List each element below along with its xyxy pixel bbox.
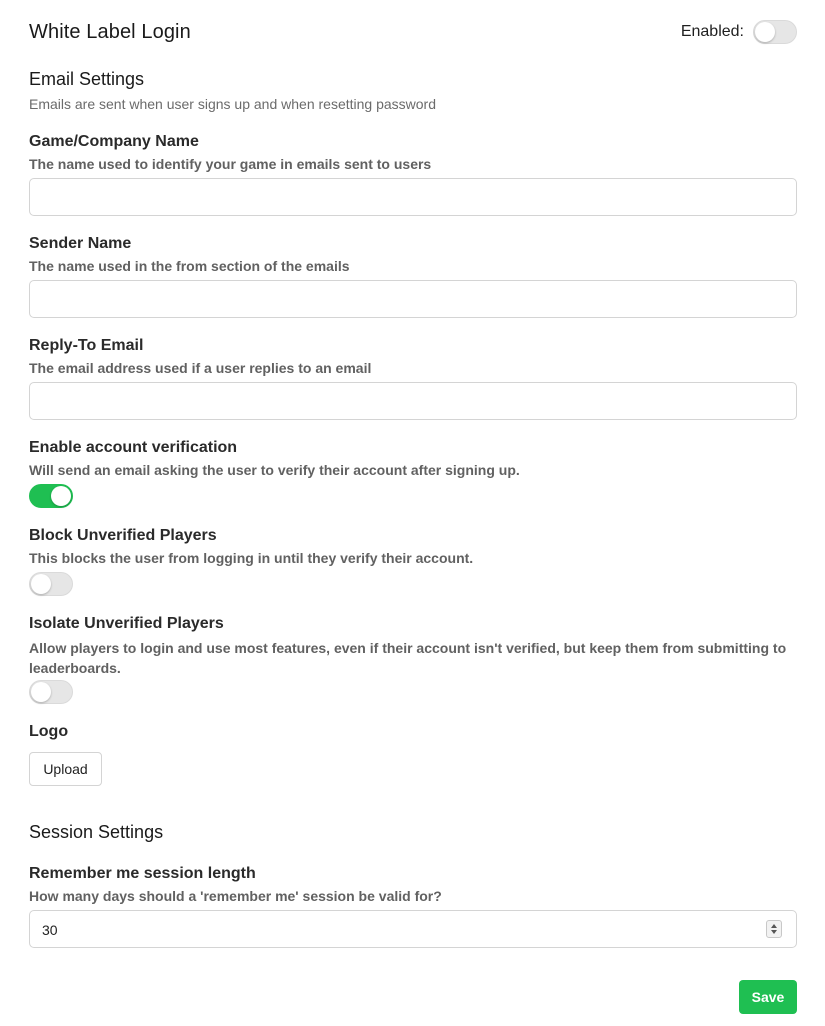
block-unverified-help: This blocks the user from logging in until they verify their account.	[29, 550, 474, 566]
reply-to-email-help: The email address used if a user replies to an email	[29, 360, 372, 376]
session-settings-title: Session Settings	[29, 822, 164, 842]
sender-name-help: The name used in the from section of the emails	[29, 258, 350, 274]
remember-me-days-value: 30	[42, 922, 58, 938]
chevron-up-icon[interactable]	[771, 924, 777, 928]
account-verification-toggle[interactable]	[29, 484, 73, 508]
chevron-down-icon[interactable]	[771, 930, 777, 934]
logo-label: Logo	[29, 723, 69, 740]
toggle-knob	[31, 574, 51, 594]
game-company-name-label: Game/Company Name	[29, 133, 199, 150]
remember-me-days-input[interactable]	[29, 910, 797, 948]
reply-to-email-input[interactable]	[29, 382, 797, 420]
sender-name-label: Sender Name	[29, 235, 132, 252]
isolate-unverified-toggle[interactable]	[29, 680, 73, 704]
block-unverified-label: Block Unverified Players	[29, 527, 217, 544]
enabled-control	[681, 20, 797, 44]
enabled-label: Enabled:	[680, 23, 744, 40]
reply-to-email-label: Reply-To Email	[29, 337, 144, 354]
toggle-knob	[31, 682, 51, 702]
toggle-knob	[51, 486, 71, 506]
isolate-unverified-help: Allow players to login and use most features, even if their account isn't verified, but keep them from submitting to leaderboards.	[29, 640, 787, 676]
toggle-knob	[755, 22, 775, 42]
email-settings-title: Email Settings	[29, 69, 145, 89]
email-settings-description: Emails are sent when user signs up and when resetting password	[29, 96, 436, 112]
enabled-toggle[interactable]	[753, 20, 797, 44]
account-verification-label: Enable account verification	[29, 439, 238, 456]
block-unverified-toggle[interactable]	[29, 572, 73, 596]
remember-me-help: How many days should a 'remember me' session be valid for?	[29, 888, 442, 904]
remember-me-label: Remember me session length	[29, 865, 256, 882]
upload-logo-button[interactable]: Upload	[29, 752, 102, 786]
sender-name-input[interactable]	[29, 280, 797, 318]
game-company-name-help: The name used to identify your game in emails sent to users	[29, 156, 432, 172]
account-verification-help: Will send an email asking the user to verify their account after signing up.	[29, 462, 520, 478]
game-company-name-input[interactable]	[29, 178, 797, 216]
isolate-unverified-label: Isolate Unverified Players	[29, 615, 224, 632]
white-label-login-page	[29, 0, 797, 1026]
page-header	[29, 18, 797, 48]
page-title: White Label Login	[29, 21, 191, 43]
save-button[interactable]: Save	[739, 980, 797, 1014]
number-stepper[interactable]	[766, 920, 782, 938]
